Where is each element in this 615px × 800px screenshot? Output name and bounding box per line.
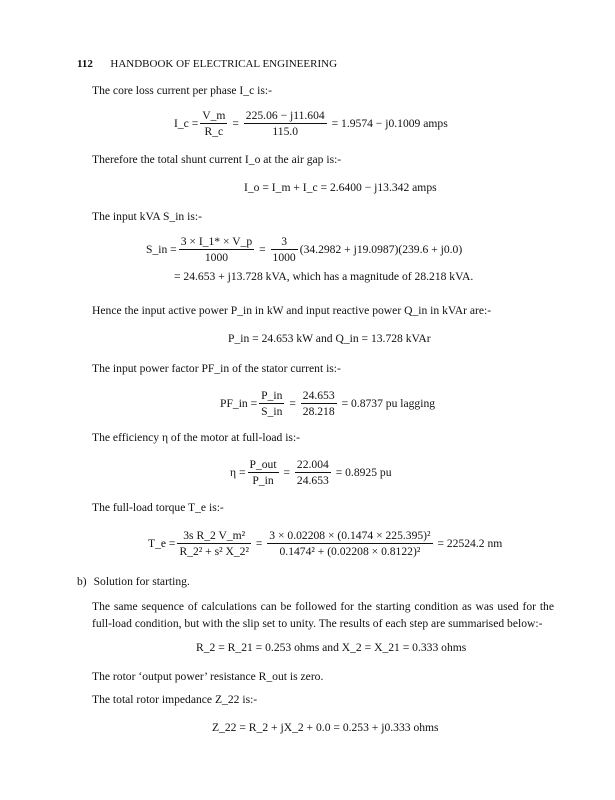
para-z22: The total rotor impedance Z_22 is:- (92, 693, 258, 706)
equation-power-factor: PF_in = $\frac{P\_in}{S\_in}$ = $\frac{24.653}{28.218}$ = 0.8737 pu lagging (220, 389, 436, 418)
book-title: HANDBOOK OF ELECTRICAL ENGINEERING (110, 58, 338, 70)
fraction (271, 234, 298, 265)
eq-lhs: η = (230, 466, 246, 479)
denominator: 1000 (272, 251, 296, 264)
equation-input-power: P_in = 24.653 kW and Q_in = 13.728 kVAr (228, 332, 431, 345)
equation-input-kva-line2: = 24.653 + j13.728 kVA, which has a magnitude of 28.218 kVA. (174, 270, 474, 283)
eq-lhs: T_e = (148, 537, 176, 550)
numerator: P_out (249, 458, 277, 471)
numerator: 3 × 0.02208 × (0.1474 × 225.395)² (269, 529, 431, 542)
equation-rotor: R_2 = R_21 = 0.253 ohms and X_2 = X_21 = 0.333 ohms (196, 641, 467, 654)
denominator: R_c (204, 125, 224, 138)
fraction (248, 457, 279, 488)
eq-result: = 22524.2 nm (437, 537, 503, 550)
para-rout: The rotor ‘output power’ resistance R_out is zero. (92, 670, 324, 683)
para-input-kva: The input kVA S_in is:- (92, 210, 202, 223)
eq-result: = 1.9574 − j0.1009 amps (331, 117, 448, 130)
section-b-heading (77, 575, 190, 588)
numerator: 225.06 − j11.604 (245, 109, 325, 122)
numerator: 3 (271, 234, 298, 250)
numerator: 22.004 (296, 458, 329, 471)
equation-torque: T_e = $\frac{\text{3s R\_2 V\_m²}}{\text{R\_2² + s² X\_2²}}$ = $\frac{\text{3 × 0.02208 × (0.1474 × 225.395)²}}{\text{0.1474² + (0.02208 × 0.8122)²}}$ = 22524.2 nm (148, 529, 503, 558)
denominator: S_in (261, 405, 283, 418)
section-title: Solution for starting. (93, 575, 190, 588)
numerator: P_in (261, 389, 283, 402)
denominator: R_2² + s² X_2² (179, 545, 249, 558)
page-number: 112 (77, 58, 93, 70)
section-label: b) (77, 575, 87, 588)
fraction (259, 388, 284, 419)
numerator: V_m (202, 109, 226, 122)
denominator: 1000 (204, 251, 229, 264)
eq-result: = 0.8737 pu lagging (341, 397, 436, 410)
fraction (301, 388, 337, 419)
equation-shunt: I_o = I_m + I_c = 2.6400 − j13.342 amps (244, 181, 437, 194)
eq-tail: (34.2982 + j19.0987)(239.6 + j0.0) (299, 243, 463, 256)
fraction (267, 528, 432, 559)
denominator: P_in (252, 474, 274, 487)
equation-core-loss: I_c = $\frac{V\_m}{R\_c}$ = $\frac{225.06 - j11.604}{115.0}$ = 1.9574 − j0.1009 amps (174, 109, 448, 138)
numerator: 24.653 (302, 389, 335, 402)
denominator: 0.1474² + (0.02208 × 0.8122)² (279, 545, 421, 558)
fraction (177, 528, 250, 559)
eq-lhs: I_c = (174, 117, 199, 130)
numerator: 3 × I_1* × V_p (180, 235, 253, 248)
para-shunt: Therefore the total shunt current I_o at the air gap is:- (92, 153, 342, 166)
numerator: 3s R_2 V_m² (177, 528, 250, 544)
para-core-loss: The core loss current per phase I_c is:- (92, 84, 272, 97)
fraction (200, 108, 227, 139)
para-power-factor: The input power factor PF_in of the stator current is:- (92, 362, 341, 375)
eq-result: = 0.8925 pu (335, 466, 392, 479)
denominator: 28.218 (302, 405, 335, 418)
running-header (77, 58, 337, 70)
para-torque: The full-load torque T_e is:- (92, 501, 224, 514)
fraction (295, 457, 331, 488)
para-same-sequence: The same sequence of calculations can be followed for the starting condition as was used for the full-load condition, but with the slip set to unity. The results of each step are summarised below:- (92, 600, 554, 630)
para-efficiency: The efficiency η of the motor at full-load is:- (92, 431, 301, 444)
eq-lhs: S_in = (146, 243, 177, 256)
para-input-power: Hence the input active power P_in in kW and input reactive power Q_in in kVAr are:- (92, 304, 492, 317)
denominator: 24.653 (296, 474, 329, 487)
fraction (244, 108, 327, 139)
denominator: 115.0 (272, 125, 299, 138)
eq-lhs: PF_in = (220, 397, 258, 410)
equation-input-kva: S_in = $\frac{3 \times I\_1* \times V\_p}{1000}$ = $\frac{3}{1000}$ (34.2982 + j19.0987)(239.6 + j0.0) (146, 235, 463, 264)
equation-z22: Z_22 = R_2 + jX_2 + 0.0 = 0.253 + j0.333 ohms (212, 721, 439, 734)
equation-efficiency: η = $\frac{\text{P\_out}}{P\_in}$ = $\frac{22.004}{24.653}$ = 0.8925 pu (230, 458, 392, 487)
fraction (179, 234, 254, 265)
